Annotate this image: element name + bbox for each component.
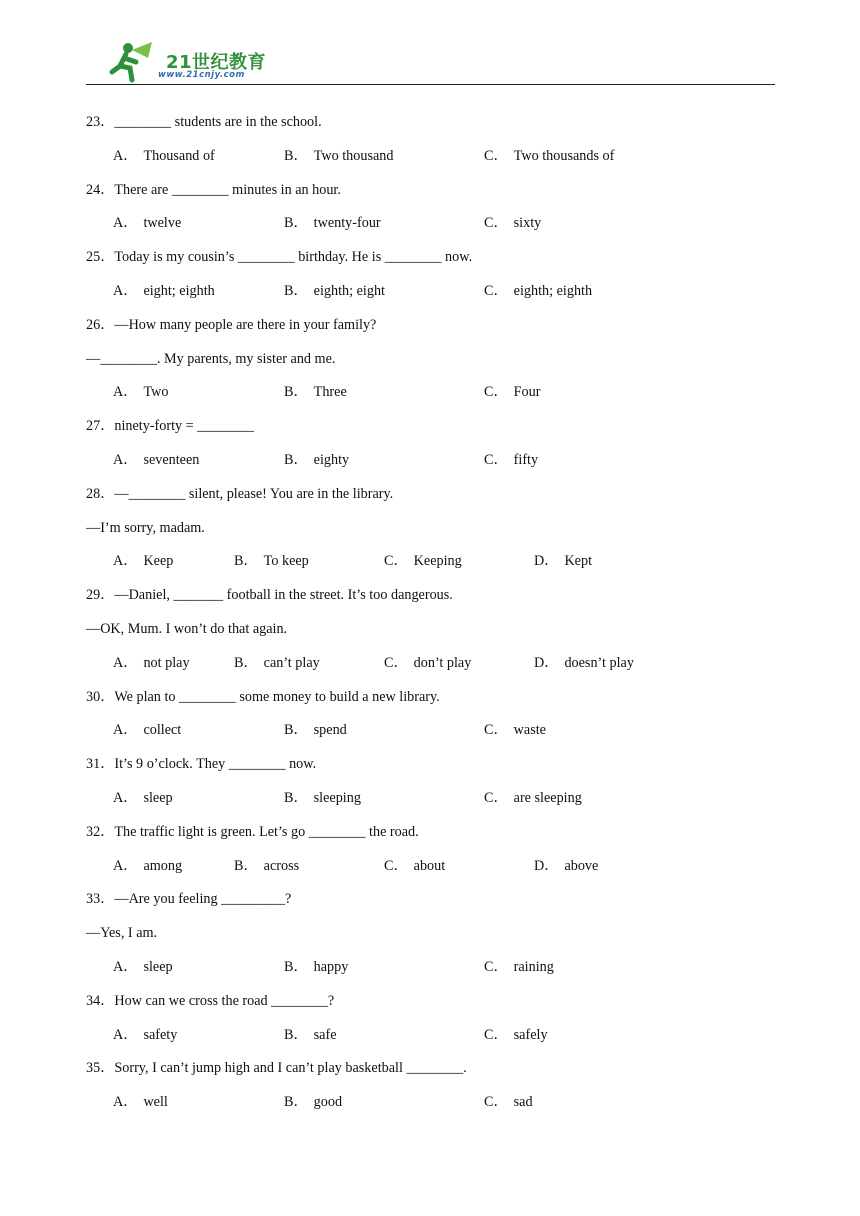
option-letter: C．	[484, 282, 508, 299]
question-stem: 29．—Daniel, _______ football in the street. It’s too dangerous.	[86, 587, 453, 604]
option-text: seventeen	[143, 451, 200, 468]
option-text: eighth; eight	[313, 282, 385, 299]
logo-brand-text: 21世纪教育	[166, 52, 267, 73]
answer-option	[234, 551, 309, 571]
answer-options	[86, 788, 776, 822]
question-stem: 23．________ students are in the school.	[86, 114, 322, 130]
option-letter: B．	[284, 789, 308, 806]
option-text: twenty-four	[313, 215, 381, 232]
option-text: raining	[513, 958, 554, 975]
question-item	[86, 687, 776, 755]
option-letter: C．	[484, 215, 508, 232]
answer-option	[484, 1092, 533, 1112]
option-letter: A．	[113, 722, 138, 739]
answer-option	[113, 653, 190, 673]
answer-options	[86, 551, 776, 585]
page-header	[0, 0, 860, 90]
answer-options	[86, 856, 776, 890]
option-letter: A．	[113, 553, 138, 570]
option-letter: B．	[284, 282, 308, 299]
answer-option	[284, 213, 381, 233]
answer-option	[234, 856, 299, 876]
option-letter: C．	[484, 722, 508, 739]
option-text: don’t play	[413, 654, 472, 671]
option-letter: C．	[484, 789, 508, 806]
option-letter: A．	[113, 147, 138, 164]
option-text: about	[413, 857, 446, 874]
option-text: not play	[143, 654, 190, 671]
option-text: collect	[143, 722, 182, 739]
answer-option	[534, 551, 592, 571]
option-letter: A．	[113, 857, 138, 874]
option-text: sleeping	[313, 789, 361, 806]
option-text: eighty	[313, 451, 350, 468]
logo-url-text: www.21cnjy.com	[158, 70, 245, 80]
question-item	[86, 585, 776, 686]
answer-option	[484, 720, 546, 740]
option-text: safe	[313, 1026, 337, 1043]
option-text: can’t play	[263, 654, 320, 671]
answer-option	[113, 957, 173, 977]
option-letter: C．	[484, 1094, 508, 1111]
option-text: eight; eighth	[143, 282, 215, 299]
answer-options	[86, 720, 776, 754]
option-text: spend	[313, 722, 347, 739]
question-stem: 30．We plan to ________ some money to build a new library.	[86, 688, 440, 705]
answer-option	[484, 146, 614, 166]
dialogue-line: —I’m sorry, madam.	[86, 519, 205, 536]
answer-options	[86, 382, 776, 416]
option-text: doesn’t play	[564, 654, 634, 671]
question-item	[86, 180, 776, 248]
answer-option	[534, 653, 634, 673]
option-text: Four	[513, 384, 541, 401]
answer-options	[86, 653, 776, 687]
option-letter: C．	[384, 654, 408, 671]
question-list	[86, 112, 776, 1126]
option-letter: B．	[284, 722, 308, 739]
question-item	[86, 889, 776, 990]
option-letter: B．	[284, 1094, 308, 1111]
answer-option	[284, 1092, 342, 1112]
option-text: Keeping	[413, 553, 462, 570]
option-letter: D．	[534, 654, 559, 671]
question-stem: 35．Sorry, I can’t jump high and I can’t play basketball ________.	[86, 1060, 467, 1077]
question-item	[86, 416, 776, 484]
answer-option	[284, 1025, 337, 1045]
option-letter: A．	[113, 958, 138, 975]
question-stem: 32．The traffic light is green. Let’s go ________ the road.	[86, 823, 419, 840]
question-stem: 31．It’s 9 o’clock. They ________ now.	[86, 756, 317, 773]
question-stem: 25．Today is my cousin’s ________ birthday. He is ________ now.	[86, 249, 473, 266]
option-text: To keep	[263, 553, 309, 570]
answer-option	[484, 957, 554, 977]
option-letter: C．	[484, 147, 508, 164]
question-item	[86, 991, 776, 1059]
option-text: Three	[313, 384, 347, 401]
option-letter: B．	[284, 147, 308, 164]
question-item	[86, 315, 776, 416]
option-letter: A．	[113, 1094, 138, 1111]
option-text: safely	[513, 1026, 548, 1043]
question-stem: 33．—Are you feeling _________?	[86, 891, 292, 908]
question-stem: 28．—________ silent, please! You are in the library.	[86, 485, 394, 502]
answer-option	[113, 146, 215, 166]
answer-options	[86, 213, 776, 247]
option-text: across	[263, 857, 300, 874]
option-text: happy	[313, 958, 349, 975]
option-letter: B．	[234, 654, 258, 671]
answer-options	[86, 1025, 776, 1059]
option-letter: A．	[113, 451, 138, 468]
dialogue-line: —OK, Mum. I won’t do that again.	[86, 620, 288, 637]
answer-option	[284, 382, 347, 402]
option-text: waste	[513, 722, 546, 739]
option-text: twelve	[143, 215, 182, 232]
option-text: well	[143, 1094, 168, 1111]
option-letter: A．	[113, 282, 138, 299]
question-stem: 34．How can we cross the road ________?	[86, 992, 335, 1009]
option-text: sad	[513, 1094, 533, 1111]
option-letter: D．	[534, 857, 559, 874]
answer-options	[86, 146, 776, 180]
option-letter: B．	[284, 384, 308, 401]
option-letter: A．	[113, 384, 138, 401]
answer-option	[113, 1025, 177, 1045]
option-letter: C．	[384, 857, 408, 874]
option-letter: B．	[284, 1026, 308, 1043]
answer-option	[384, 856, 445, 876]
option-letter: A．	[113, 654, 138, 671]
option-text: Thousand of	[143, 147, 215, 164]
option-letter: C．	[384, 553, 408, 570]
answer-option	[484, 788, 582, 808]
option-text: good	[313, 1094, 343, 1111]
option-text: Keep	[143, 553, 174, 570]
answer-option	[384, 551, 462, 571]
option-letter: A．	[113, 789, 138, 806]
answer-option	[284, 788, 361, 808]
option-letter: C．	[484, 384, 508, 401]
option-text: sleep	[143, 789, 173, 806]
option-letter: C．	[484, 958, 508, 975]
logo	[108, 38, 283, 84]
answer-option	[113, 281, 215, 301]
header-divider	[86, 84, 775, 85]
question-stem: 27．ninety-forty = ________	[86, 418, 254, 435]
question-stem: 26．—How many people are there in your family?	[86, 316, 377, 333]
option-letter: D．	[534, 553, 559, 570]
option-letter: B．	[284, 215, 308, 232]
question-stem: 24．There are ________ minutes in an hour.	[86, 181, 341, 198]
answer-option	[484, 281, 592, 301]
option-letter: B．	[284, 958, 308, 975]
answer-option	[113, 450, 199, 470]
answer-option	[113, 788, 173, 808]
option-letter: B．	[284, 451, 308, 468]
dialogue-line: —Yes, I am.	[86, 925, 158, 942]
answer-option	[484, 450, 538, 470]
answer-options	[86, 281, 776, 315]
answer-option	[284, 720, 347, 740]
question-item	[86, 484, 776, 585]
answer-option	[384, 653, 471, 673]
question-item	[86, 1058, 776, 1126]
option-text: above	[564, 857, 599, 874]
option-text: eighth; eighth	[513, 282, 593, 299]
dialogue-line: —________. My parents, my sister and me.	[86, 350, 336, 367]
option-letter: C．	[484, 1026, 508, 1043]
answer-option	[113, 382, 168, 402]
option-letter: A．	[113, 215, 138, 232]
answer-option	[113, 213, 181, 233]
option-text: Two	[143, 384, 169, 401]
answer-option	[284, 146, 393, 166]
question-item	[86, 754, 776, 822]
option-text: safety	[143, 1026, 178, 1043]
option-text: Two thousand	[313, 147, 394, 164]
answer-option	[113, 856, 182, 876]
option-letter: B．	[234, 857, 258, 874]
answer-option	[484, 213, 541, 233]
option-text: Two thousands of	[513, 147, 615, 164]
option-text: among	[143, 857, 183, 874]
answer-option	[113, 720, 181, 740]
answer-options	[86, 957, 776, 991]
question-item	[86, 822, 776, 890]
answer-option	[284, 450, 349, 470]
answer-option	[234, 653, 320, 673]
option-text: sleep	[143, 958, 173, 975]
option-text: are sleeping	[513, 789, 582, 806]
answer-option	[284, 957, 348, 977]
question-item	[86, 247, 776, 315]
option-letter: C．	[484, 451, 508, 468]
answer-options	[86, 450, 776, 484]
answer-option	[534, 856, 598, 876]
option-letter: A．	[113, 1026, 138, 1043]
question-item	[86, 112, 776, 180]
option-text: fifty	[513, 451, 539, 468]
option-text: sixty	[513, 215, 542, 232]
answer-option	[113, 1092, 168, 1112]
answer-option	[284, 281, 385, 301]
answer-option	[484, 1025, 548, 1045]
option-letter: B．	[234, 553, 258, 570]
option-text: Kept	[564, 553, 593, 570]
answer-option	[484, 382, 540, 402]
answer-option	[113, 551, 173, 571]
answer-options	[86, 1092, 776, 1126]
